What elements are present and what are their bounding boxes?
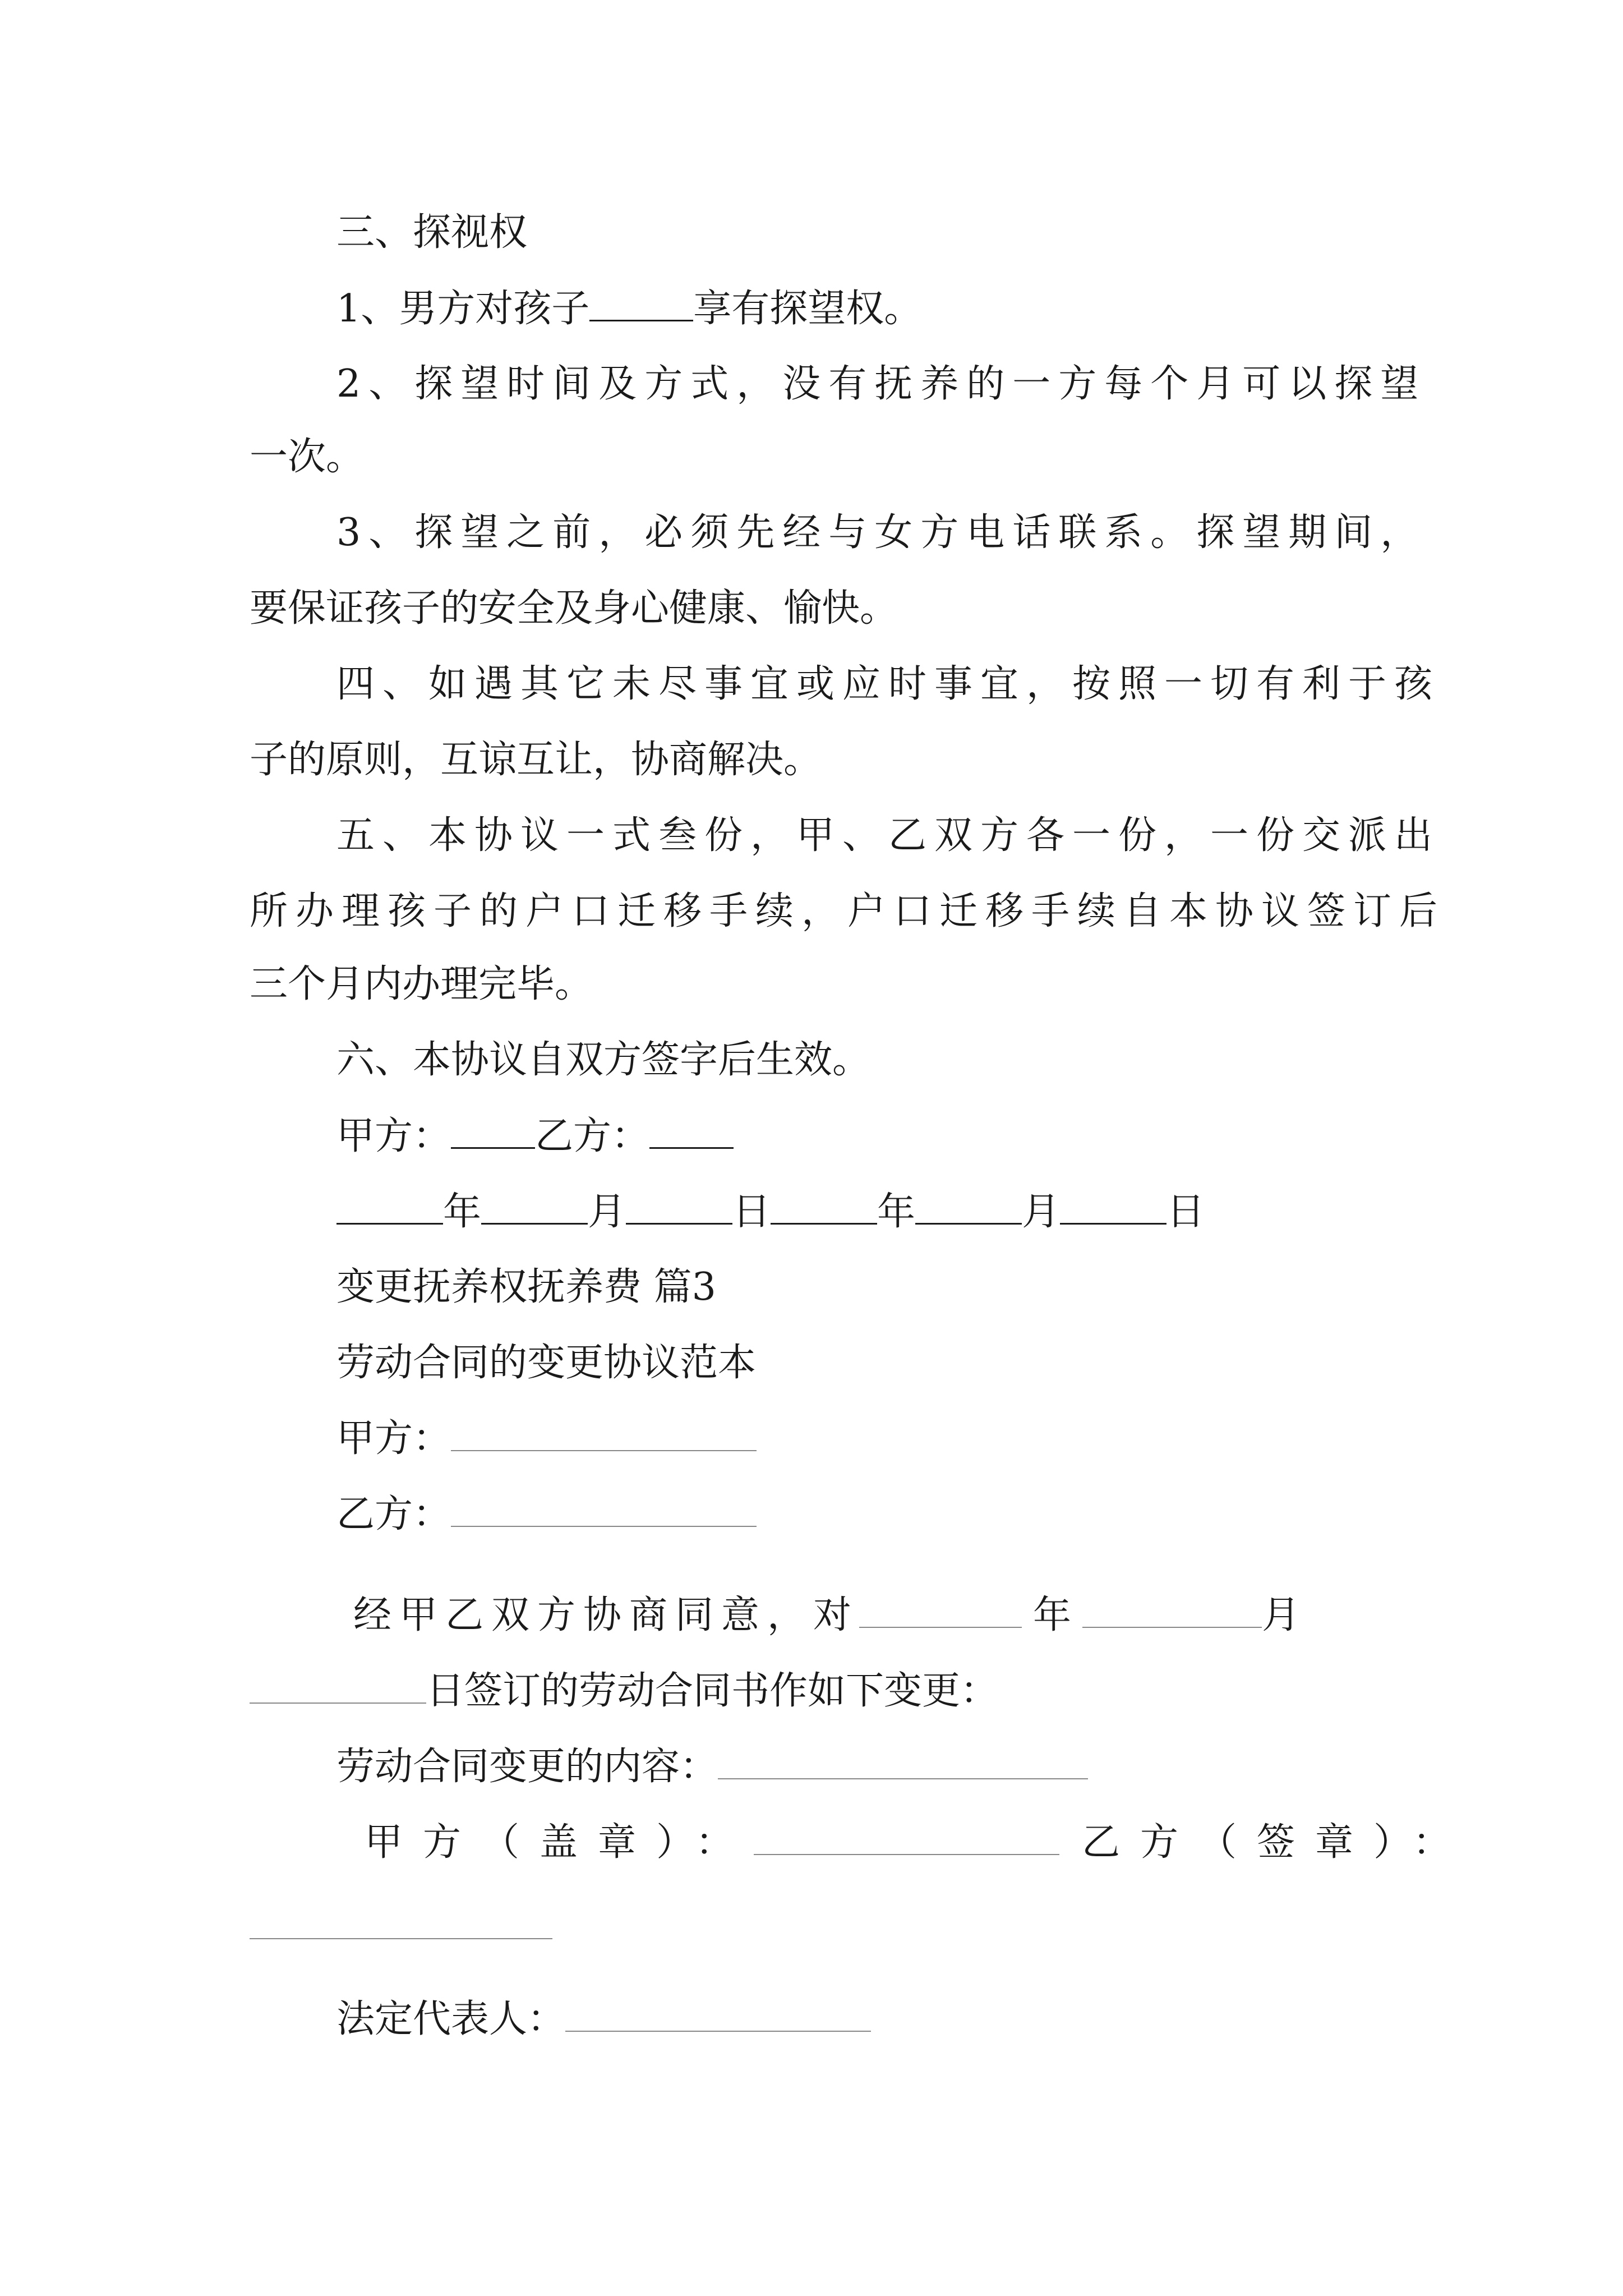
date-line bbox=[336, 1189, 1623, 1234]
party-b-label: 乙方： bbox=[535, 1114, 650, 1158]
agreement-text-b: 日签订的劳动合同书作如下变更： bbox=[426, 1669, 999, 1713]
blank-line bbox=[481, 1189, 588, 1225]
blank-line bbox=[451, 1492, 757, 1527]
party-b-label: 乙方： bbox=[336, 1492, 451, 1536]
agreement-line-1 bbox=[353, 1593, 1623, 1638]
year-label: 年 bbox=[877, 1190, 916, 1234]
heading-part-3: 变更抚养权抚养费 篇3 bbox=[336, 1265, 716, 1309]
paragraph-item-2-line-2: 一次。 bbox=[250, 435, 365, 479]
seal-line bbox=[365, 1820, 1623, 1865]
day-label: 日 bbox=[1166, 1190, 1205, 1234]
blank-line bbox=[589, 286, 693, 321]
paragraph-4-line-1: 四、如遇其它未尽事宜或应时事宜，按照一切有利于孩 bbox=[336, 662, 1441, 706]
signature-line bbox=[336, 1114, 1623, 1158]
month-label: 月 bbox=[588, 1190, 626, 1234]
item-1-text-b: 享有探望权。 bbox=[693, 287, 923, 331]
blank-line bbox=[771, 1189, 877, 1225]
blank-line bbox=[754, 1820, 1059, 1855]
blank-line bbox=[250, 1938, 552, 1939]
blank-line bbox=[649, 1114, 734, 1149]
paragraph-6: 六、本协议自双方签字后生效。 bbox=[336, 1038, 871, 1082]
legal-rep-field bbox=[336, 1997, 1623, 2042]
item-1-text-a: 1、男方对孩子 bbox=[336, 287, 590, 331]
year-label: 年 bbox=[443, 1190, 482, 1234]
agreement-text-a: 经甲乙双方协商同意，对 bbox=[353, 1593, 860, 1637]
legal-rep-label: 法定代表人： bbox=[336, 1997, 566, 2041]
party-b-field bbox=[336, 1492, 1623, 1537]
paragraph-4-line-2: 子的原则，互谅互让，协商解决。 bbox=[250, 738, 822, 782]
month-label: 月 bbox=[1262, 1593, 1301, 1637]
paragraph-item-3-line-1: 3、探望之前，必须先经与女方电话联系。探望期间， bbox=[336, 510, 1427, 555]
party-a-label: 甲方： bbox=[336, 1114, 451, 1158]
blank-line bbox=[1060, 1189, 1166, 1225]
year-label: 年 bbox=[1033, 1593, 1072, 1637]
paragraph-item-2-line-1: 2、探望时间及方式，没有抚养的一方每个月可以探望 bbox=[336, 362, 1427, 406]
month-label: 月 bbox=[1022, 1190, 1061, 1234]
blank-line bbox=[336, 1189, 443, 1225]
contract-title: 劳动合同的变更协议范本 bbox=[336, 1341, 757, 1385]
blank-line bbox=[565, 1997, 871, 2032]
blank-line bbox=[250, 1669, 426, 1704]
change-content-label: 劳动合同变更的内容： bbox=[336, 1745, 718, 1789]
day-label: 日 bbox=[732, 1190, 771, 1234]
party-a-label: 甲方： bbox=[336, 1416, 451, 1461]
change-content-field bbox=[336, 1745, 1623, 1789]
blank-line bbox=[718, 1745, 1088, 1779]
paragraph-item-1 bbox=[336, 286, 1623, 331]
party-b-seal-label: 乙方（签章）： bbox=[1082, 1820, 1472, 1865]
blank-line bbox=[626, 1189, 732, 1225]
paragraph-5-line-1: 五、本协议一式叁份，甲、乙双方各一份，一份交派出 bbox=[336, 813, 1441, 858]
paragraph-5-line-3: 三个月内办理完毕。 bbox=[250, 962, 593, 1006]
agreement-line-2 bbox=[250, 1669, 1623, 1714]
paragraph-item-3-line-2: 要保证孩子的安全及身心健康、愉快。 bbox=[250, 586, 898, 631]
blank-line bbox=[915, 1189, 1022, 1225]
party-a-seal-label: 甲方（盖章）： bbox=[365, 1820, 754, 1865]
blank-line bbox=[859, 1593, 1022, 1628]
blank-line bbox=[451, 1114, 535, 1149]
blank-line bbox=[1082, 1593, 1262, 1628]
blank-line bbox=[451, 1416, 757, 1451]
section-visit-title: 三、探视权 bbox=[336, 210, 528, 255]
party-a-field bbox=[336, 1416, 1623, 1461]
paragraph-5-line-2: 所办理孩子的户口迁移手续，户口迁移手续自本协议签订后 bbox=[250, 889, 1446, 933]
